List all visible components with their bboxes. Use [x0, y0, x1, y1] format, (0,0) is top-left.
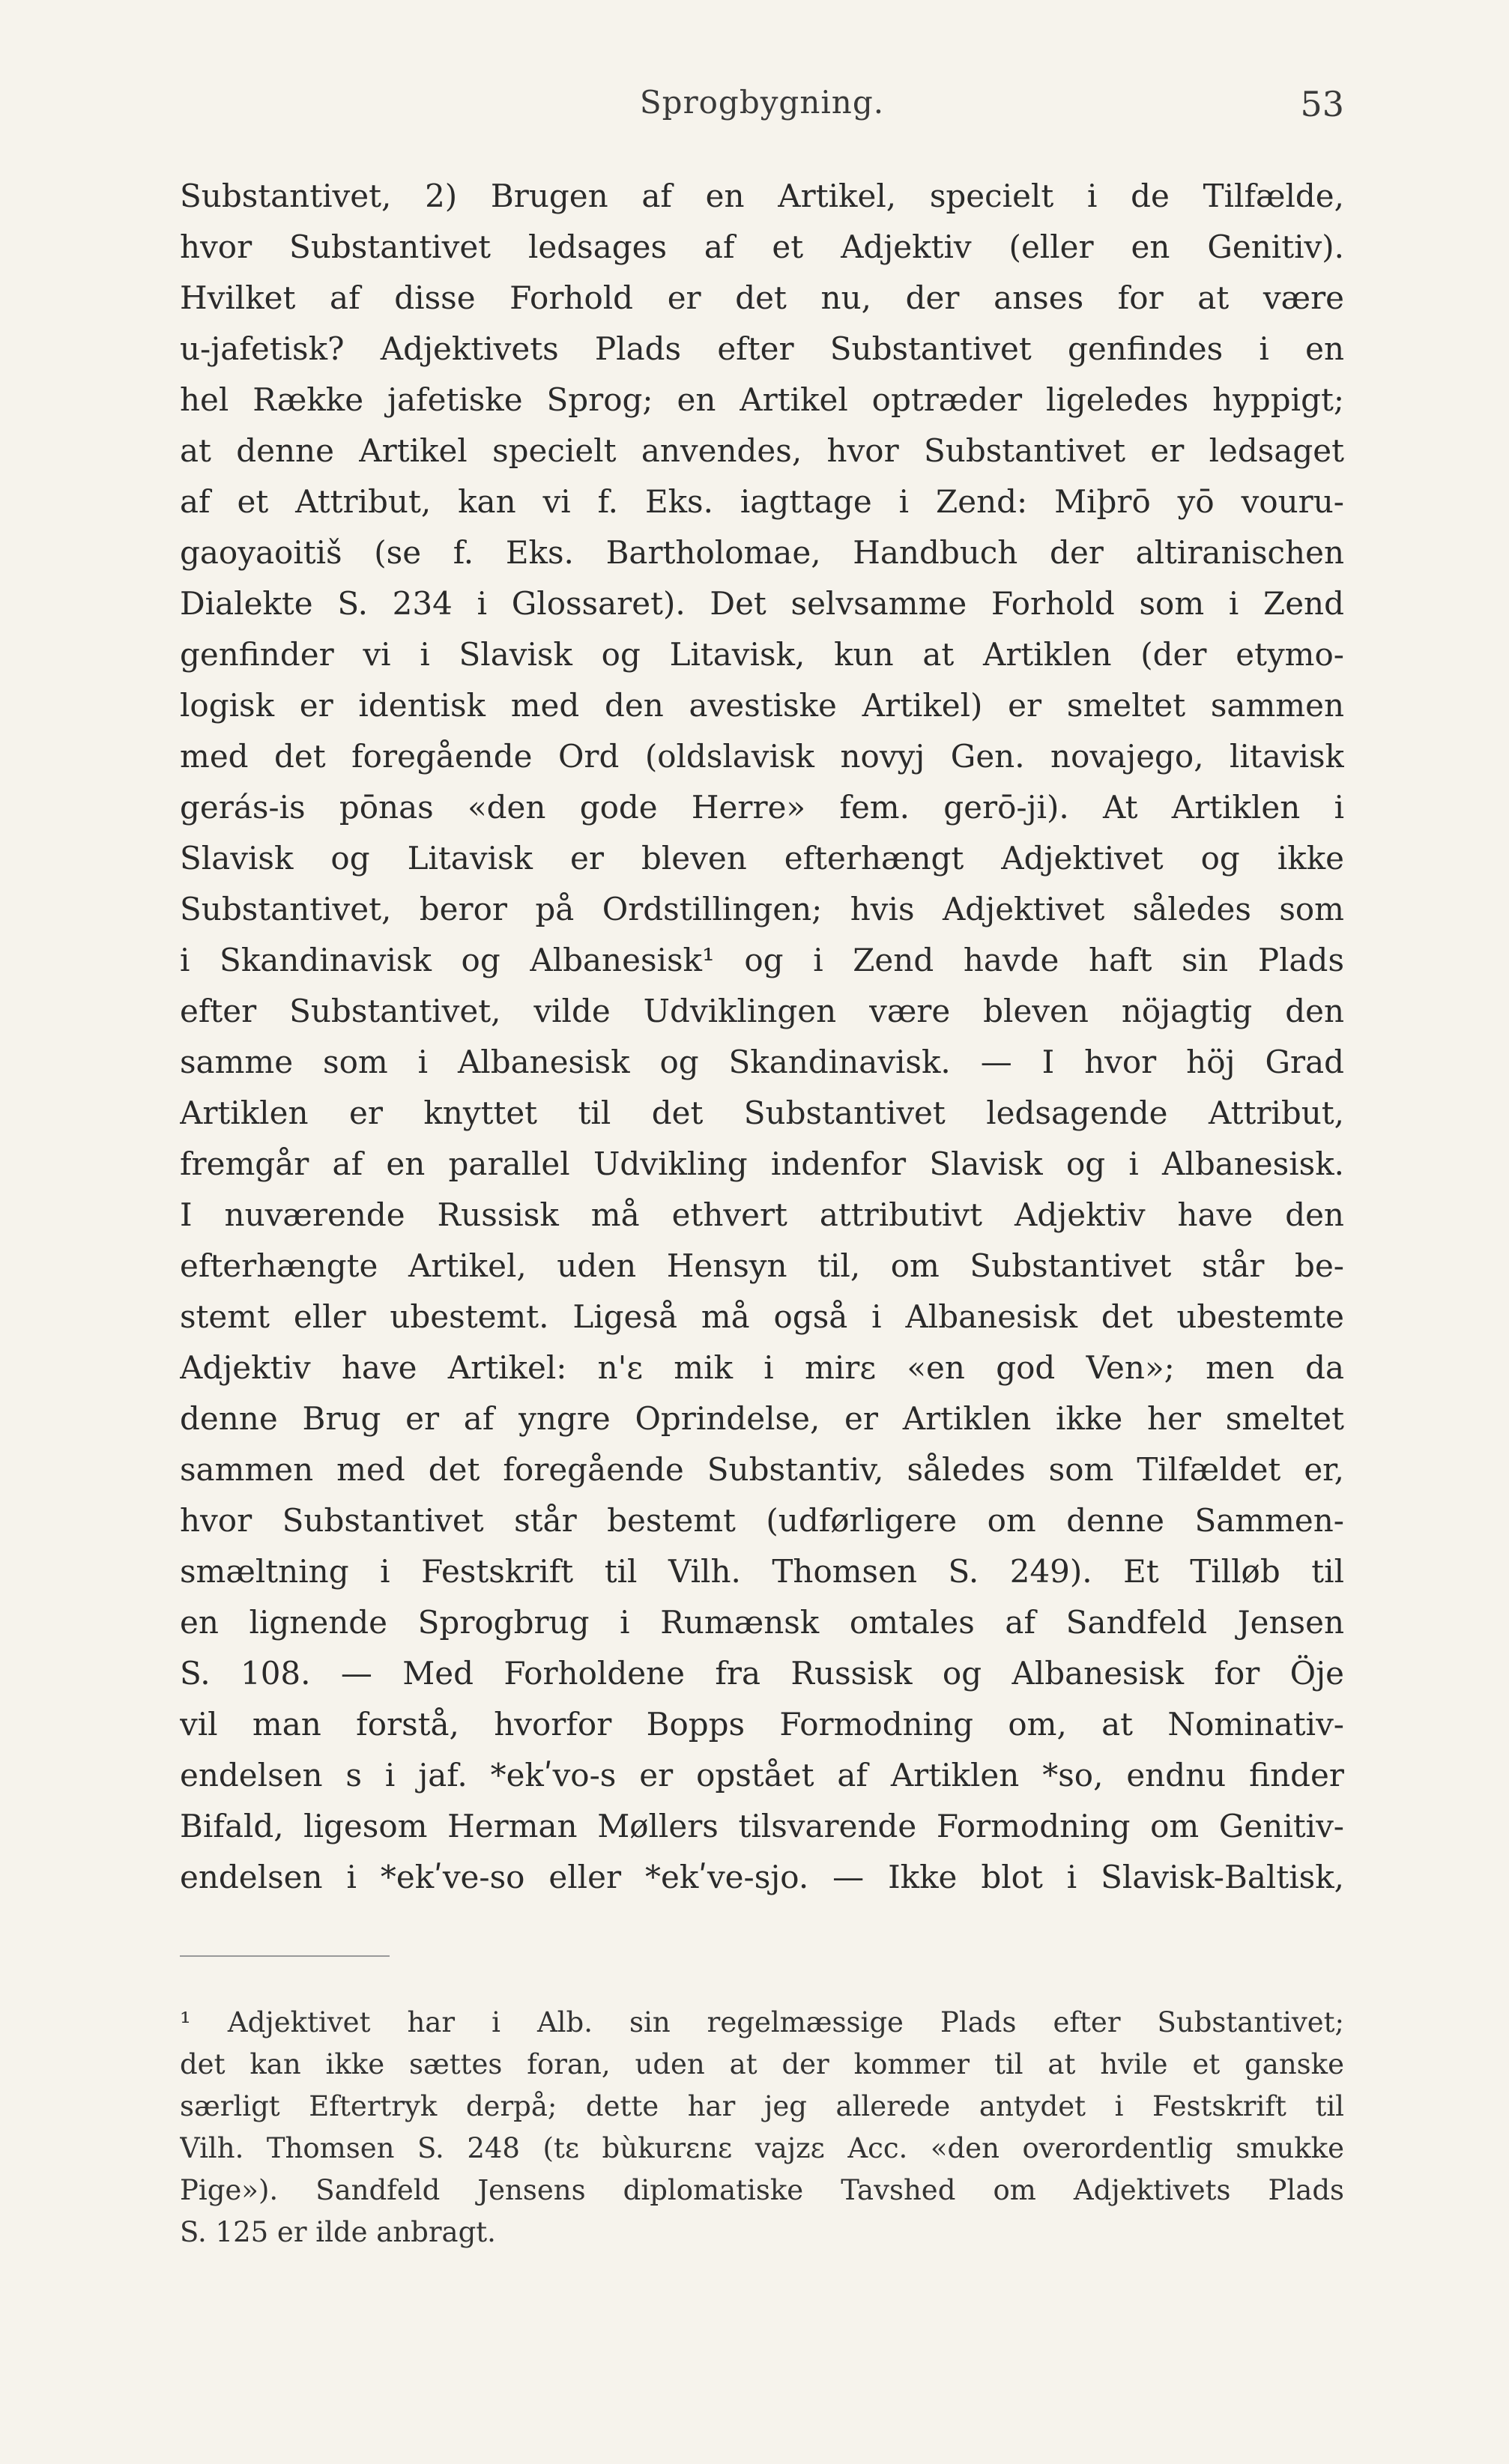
text-line: Substantivet, 2) Brugen af en Artikel, specielt i de Tilfælde,	[180, 178, 1344, 214]
text-line: samme som i Albanesisk og Skandinavisk. — I hvor höj Grad	[180, 1044, 1344, 1080]
text-line: stemt eller ubestemt. Ligeså må også i Albanesisk det ubestemte	[180, 1298, 1344, 1335]
text-line: i Skandinavisk og Albanesisk¹ og i Zend havde haft sin Plads	[180, 942, 1344, 978]
running-header	[180, 84, 1344, 129]
text-line: smæltning i Festskrift til Vilh. Thomsen S. 249). Et Tilløb til	[180, 1553, 1344, 1590]
text-line: Artiklen er knyttet til det Substantivet ledsagende Attribut,	[180, 1095, 1344, 1131]
footnotes	[180, 2002, 1344, 2253]
text-line: efterhængte Artikel, uden Hensyn til, om Substantivet står be-	[180, 1247, 1344, 1284]
text-line: Dialekte S. 234 i Glossaret). Det selvsamme Forhold som i Zend	[180, 585, 1344, 622]
text-line: u-jafetisk? Adjektivets Plads efter Substantivet genfindes i en	[180, 330, 1344, 367]
footnote-line: Vilh. Thomsen S. 248 (tε bùkurεnε vajzε Acc. «den overordentlig smukke	[180, 2132, 1344, 2164]
text-line: denne Brug er af yngre Oprindelse, er Artiklen ikke her smeltet	[180, 1400, 1344, 1437]
text-line: I nuværende Russisk må ethvert attributivt Adjektiv have den	[180, 1196, 1344, 1233]
text-line: Bifald, ligesom Herman Møllers tilsvarende Formodning om Genitiv-	[180, 1808, 1344, 1844]
text-line: med det foregående Ord (oldslavisk novyj Gen. novajego, litavisk	[180, 738, 1344, 775]
footnote-line: særligt Eftertryk derpå; dette har jeg allerede antydet i Festskrift til	[180, 2090, 1344, 2122]
text-line: en lignende Sprogbrug i Rumænsk omtales af Sandfeld Jensen	[180, 1604, 1344, 1641]
text-line: endelsen i *ekʹve-so eller *ekʹve-sjo. — Ikke blot i Slavisk-Baltisk,	[180, 1859, 1344, 1895]
footnote-line: ¹ Adjektivet har i Alb. sin regelmæssige Plads efter Substantivet;	[180, 2006, 1344, 2038]
text-line: endelsen s i jaf. *ekʹvo-s er opstået af Artiklen *so, endnu finder	[180, 1757, 1344, 1793]
text-line: genfinder vi i Slavisk og Litavisk, kun at Artiklen (der etymo-	[180, 636, 1344, 673]
text-line: sammen med det foregående Substantiv, således som Tilfældet er,	[180, 1451, 1344, 1488]
text-line: af et Attribut, kan vi f. Eks. iagttage i Zend: Miþrō yō vouru-	[180, 483, 1344, 520]
page-number: 53	[1300, 84, 1344, 124]
footnote-line: Pige»). Sandfeld Jensens diplomatiske Tavshed om Adjektivets Plads	[180, 2174, 1344, 2206]
text-line: S. 108. — Med Forholdene fra Russisk og Albanesisk for Öje	[180, 1655, 1344, 1692]
text-line: hvor Substantivet ledsages af et Adjektiv (eller en Genitiv).	[180, 228, 1344, 265]
text-line: fremgår af en parallel Udvikling indenfor Slavisk og i Albanesisk.	[180, 1145, 1344, 1182]
text-line: at denne Artikel specielt anvendes, hvor Substantivet er ledsaget	[180, 432, 1344, 469]
footnote-divider	[180, 1955, 390, 1957]
footnote-line: det kan ikke sættes foran, uden at der kommer til at hvile et ganske	[180, 2048, 1344, 2080]
text-line: Substantivet, beror på Ordstillingen; hvis Adjektivet således som	[180, 891, 1344, 927]
text-line: gaoyaoitiš (se f. Eks. Bartholomae, Handbuch der altiranischen	[180, 534, 1344, 571]
text-line: efter Substantivet, vilde Udviklingen være bleven nöjagtig den	[180, 993, 1344, 1029]
text-line: Hvilket af disse Forhold er det nu, der anses for at være	[180, 279, 1344, 316]
text-line: Slavisk og Litavisk er bleven efterhængt Adjektivet og ikke	[180, 840, 1344, 877]
running-title: Sprogbygning.	[639, 84, 885, 121]
main-text	[180, 171, 1344, 1903]
text-line: hel Række jafetiske Sprog; en Artikel optræder ligeledes hyppigt;	[180, 381, 1344, 418]
text-line: logisk er identisk med den avestiske Artikel) er smeltet sammen	[180, 687, 1344, 724]
footnote-line: S. 125 er ilde anbragt.	[180, 2216, 496, 2248]
text-line: Adjektiv have Artikel: n'ε mik i mirε «en god Ven»; men da	[180, 1349, 1344, 1386]
text-line: gerás-is pōnas «den gode Herre» fem. gerō-ji). At Artiklen i	[180, 789, 1344, 826]
text-line: hvor Substantivet står bestemt (udførligere om denne Sammen-	[180, 1502, 1344, 1539]
text-line: vil man forstå, hvorfor Bopps Formodning om, at Nominativ-	[180, 1706, 1344, 1743]
